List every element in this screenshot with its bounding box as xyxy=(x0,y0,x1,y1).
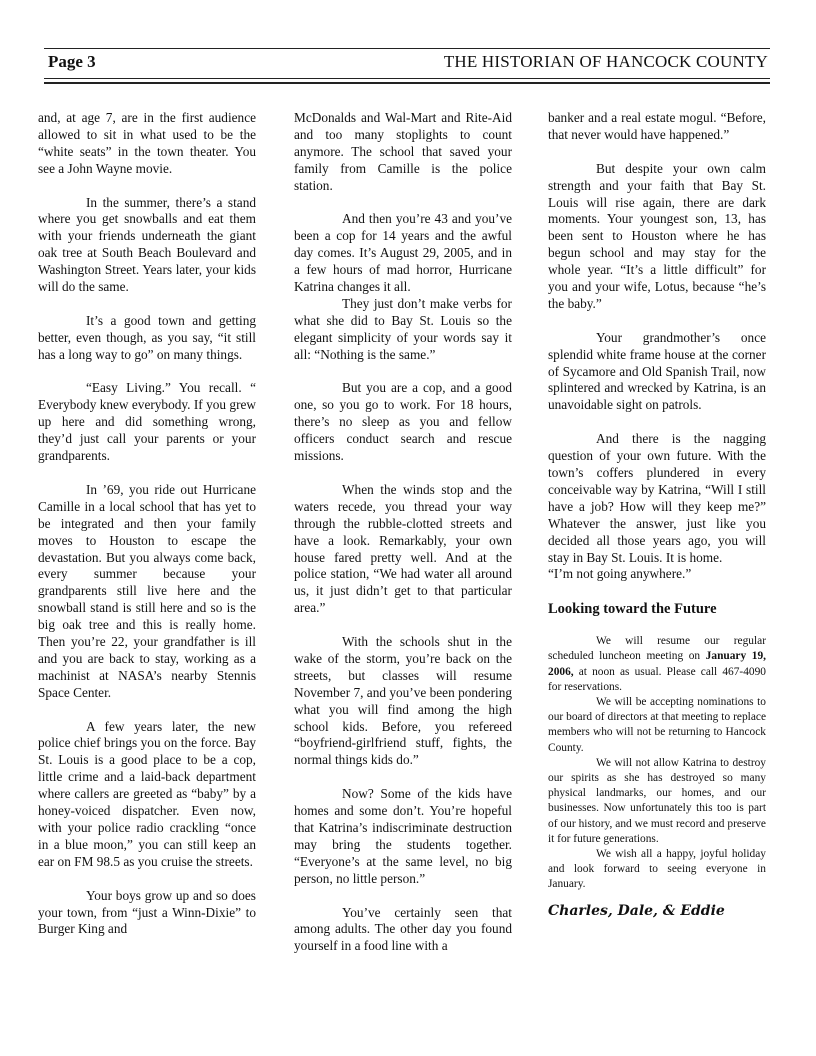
header-rule-bottom xyxy=(44,78,770,79)
publication-title: THE HISTORIAN OF HANCOCK COUNTY xyxy=(443,52,768,71)
announcement-text: We will resume our regular scheduled luncheon meeting on xyxy=(548,635,766,663)
paragraph: In ’69, you ride out Hurricane Camille in a local school that has yet to be integrated and then your family moves to Houston to escape the devastation. But you always come back, every summer because your grandparents still live here and the snowball stand is still here and so is the big oak tree and this is really home. Then you’re 22, your grandfather is ill and you are back to stay, working as a machinist at NASA’s nearby Stennis Space Center. xyxy=(38,481,256,700)
article-column-3 xyxy=(548,110,766,920)
paragraph: When the winds stop and the waters recede, you thread your way through the rubble-clotted streets and have a look. Remarkably, your own house fared pretty well. And at the police station, “We had water all around us, it just didn’t get to that particular area.” xyxy=(294,481,512,616)
paragraph: In the summer, there’s a stand where you get snowballs and eat them with your friends underneath the giant oak tree at South Beach Boulevard and Washington Street. Years later, your kids will do the same. xyxy=(38,194,256,295)
article-column-1 xyxy=(38,110,256,938)
announcement-text: at noon as usual. Please call 467-4090 for reservations. xyxy=(548,665,766,693)
paragraph: Your boys grow up and so does your town, from “just a Winn-Dixie” to Burger King and xyxy=(38,887,256,937)
paragraph: With the schools shut in the wake of the storm, you’re back on the streets, but classes will resume November 7, and you’ve been pondering what you will find among the high school kids. Before, you refereed “boyfriend-girlfriend stuff, fights, the normal things kids do.” xyxy=(294,634,512,768)
meeting-date: January 19, 2006, xyxy=(548,650,766,678)
closing-quote: “I’m not going anywhere.” xyxy=(548,566,692,582)
announcement-paragraph: We will be accepting nominations to our board of directors at that meeting to replace members who will not be returning to Hancock County. xyxy=(548,696,766,754)
paragraph: They just don’t make verbs for what she did to Bay St. Louis so the elegant simplicity of your words say it all: “Nothing is the same.” xyxy=(294,295,512,362)
announcement-paragraph: We will not allow Katrina to destroy our spirits as she has destroyed so many physical landmarks, our homes, and our businesses. Now unfortunately this too is part of our history, and we must record and preserve it for future generations. xyxy=(548,756,766,845)
paragraph: “Easy Living.” You recall. “ Everybody knew everybody. If you grew up here and did something wrong, they’d just call your parents or your grandparents. xyxy=(38,380,256,464)
paragraph: and, at age 7, are in the first audience allowed to sit in what used to be the “white seats” in the town theater. You see a John Wayne movie. xyxy=(38,110,256,176)
paragraph: You’ve certainly seen that among adults. The other day you found yourself in a food line with a xyxy=(294,904,512,954)
paragraph: McDonalds and Wal-Mart and Rite-Aid and too many stoplights to count anymore. The school that saved your family from Camille is the police station. xyxy=(294,110,512,193)
signature: Charles, Dale, & Eddie xyxy=(548,902,725,919)
paragraph: Now? Some of the kids have homes and some don’t. You’re hopeful that Katrina’s indiscriminate destruction may bring the students together. “Everyone’s at the same level, no big person, no little person.” xyxy=(294,786,512,886)
announcement xyxy=(548,634,766,892)
paragraph: But you are a cop, and a good one, so you go to work. For 18 hours, there’s no sleep as you and fellow officers conduct search and rescue missions. xyxy=(294,380,512,464)
announcement-paragraph xyxy=(548,634,766,695)
header-rule-bottom-thick xyxy=(44,82,770,84)
announcement-paragraph: We wish all a happy, joyful holiday and look forward to seeing everyone in January. xyxy=(548,848,766,891)
paragraph: But despite your own calm strength and your faith that Bay St. Louis will rise again, there are dark moments. Your youngest son, 13, has been sent to Houston where he has begun school and may stay for the whole year. “It’s a little difficult” for you and your wife, Lotus, because “he’s the baby.” xyxy=(548,160,766,311)
header-rule-top xyxy=(44,48,770,49)
paragraph: And then you’re 43 and you’ve been a cop for 14 years and the awful day comes. It’s August 29, 2005, and in a few hours of mad horror, Hurricane Katrina changes it all. xyxy=(294,211,512,295)
paragraph: And there is the nagging question of your own future. With the town’s coffers plundered in every conceivable way by Katrina, “Will I still have a job? How will they keep me?” Whatever the answer, just like you decided all those years ago, you will stay in Bay St. Louis. It is home. xyxy=(548,431,766,565)
paragraph: A few years later, the new police chief brings you on the force. Bay St. Louis is a good place to be a cop, little crime and a laid-back department where callers are greeted as “baby” by a honey-voiced dispatcher. Even now, with your police radio crackling “once in a blue moon,” you can still keep an ear on FM 98.5 as you cruise the streets. xyxy=(38,718,256,869)
paragraph: Your grandmother’s once splendid white frame house at the corner of Sycamore and Old Spanish Trail, now splintered and wrecked by Katrina, is an unavoidable sight on patrols. xyxy=(548,329,766,413)
article-column-2 xyxy=(294,110,512,955)
paragraph: It’s a good town and getting better, even though, as you say, “it still has a long way to go” on many things. xyxy=(38,312,256,362)
section-heading: Looking toward the Future xyxy=(548,601,717,618)
paragraph: banker and a real estate mogul. “Before, that never would have happened.” xyxy=(548,110,766,142)
page-number: Page 3 xyxy=(48,52,96,71)
page-header xyxy=(48,52,768,76)
